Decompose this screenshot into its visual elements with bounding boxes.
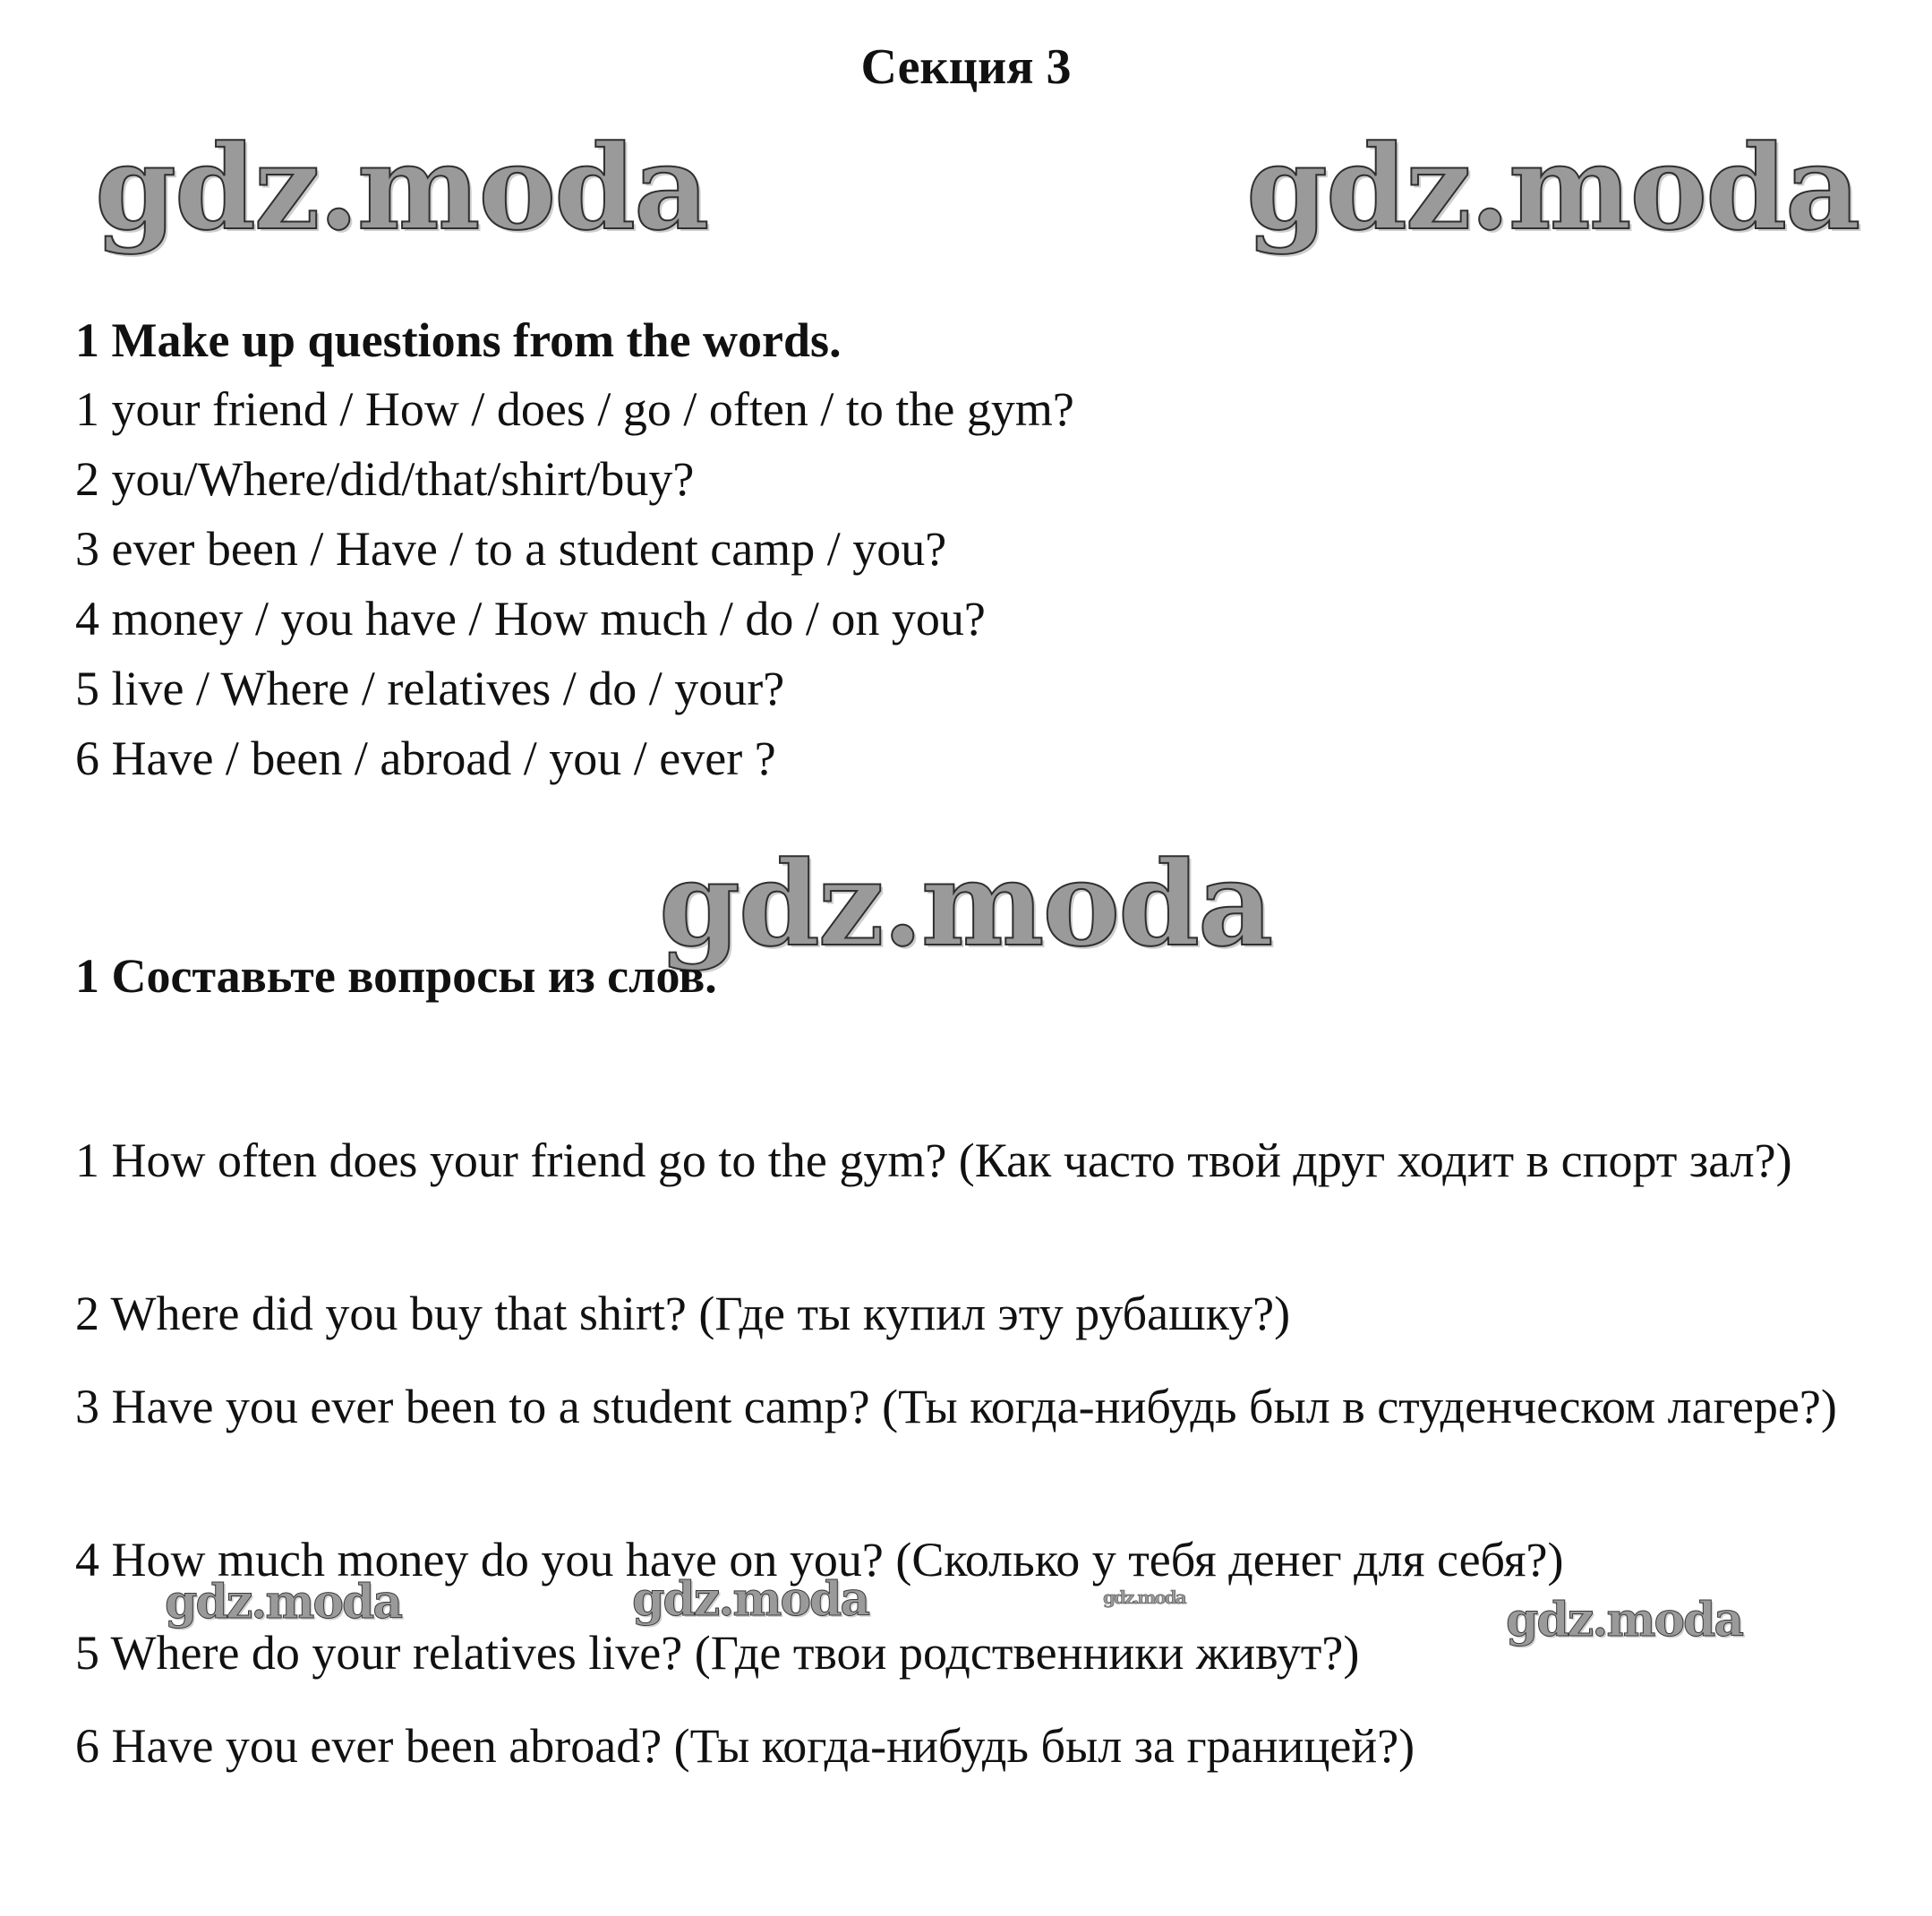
answer-item: 6 Have you ever been abroad? (Ты когда-нибудь был за границей?) — [75, 1719, 1415, 1773]
watermark-small-3: gdz.moda — [1506, 1593, 1743, 1647]
answer-item: 3 Have you ever been to a student camp? (Ты когда-нибудь был в студенческом лагере?) — [75, 1380, 1837, 1433]
task-item: 5 live / Where / relatives / do / your? — [75, 662, 785, 715]
watermark-small-2: gdz.moda — [632, 1572, 869, 1627]
watermark-center: gdz.moda — [659, 835, 1272, 972]
task-item: 3 ever been / Have / to a student camp / you? — [75, 522, 947, 576]
task-item: 4 money / you have / How much / do / on you? — [75, 592, 986, 646]
watermark-tiny: gdz.moda — [1103, 1587, 1185, 1608]
page-title: Секция 3 — [860, 39, 1072, 95]
answer-item: 1 How often does your friend go to the gym? (Как часто твой друг ходит в спорт зал?) — [75, 1133, 1792, 1187]
task-item: 2 you/Where/did/that/shirt/buy? — [75, 452, 695, 506]
task-item: 6 Have / been / abroad / you / ever ? — [75, 731, 776, 785]
watermark-top-left: gdz.moda — [95, 119, 708, 256]
answer-item: 4 How much money do you have on you? (Сколько у тебя денег для себя?) — [75, 1533, 1564, 1587]
watermark-small-1: gdz.moda — [165, 1575, 402, 1629]
task-item: 1 your friend / How / does / go / often / to the gym? — [75, 382, 1074, 436]
task-heading-en: 1 Make up questions from the words. — [75, 313, 842, 367]
task-heading-ru: 1 Составьте вопросы из слов. — [75, 949, 717, 1003]
answer-item: 2 Where did you buy that shirt? (Где ты купил эту рубашку?) — [75, 1287, 1291, 1340]
watermark-top-right: gdz.moda — [1246, 119, 1859, 256]
answer-item: 5 Where do your relatives live? (Где твои родственники живут?) — [75, 1626, 1360, 1680]
